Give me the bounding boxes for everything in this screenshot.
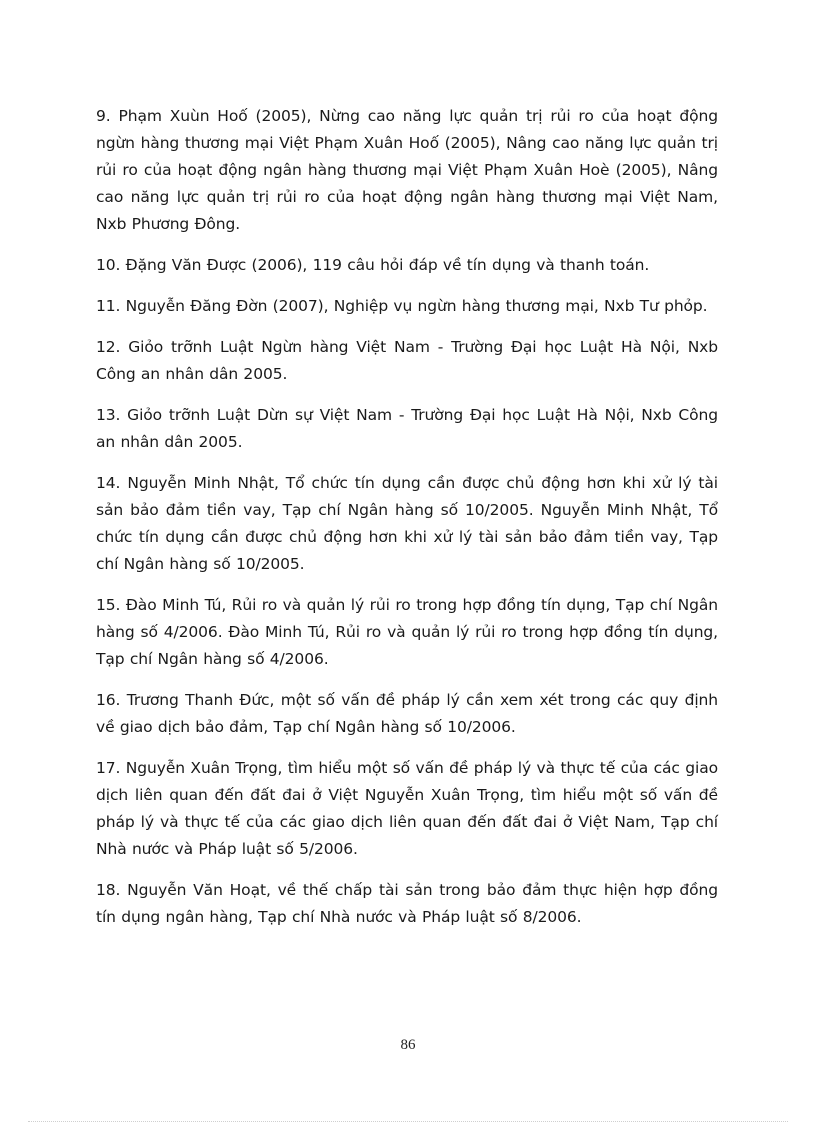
- reference-item-16: 16. Trương Thanh Đức, một số vấn đề pháp lý cần xem xét trong các quy định về giao dịch bảo đảm, Tạp chí Ngân hàng số 10/2006.: [96, 691, 718, 736]
- reference-item-10: 10. Đặng Văn Được (2006), 119 câu hỏi đáp về tín dụng và thanh toán.: [96, 256, 650, 274]
- reference-item-12: 12. Giỏo trỡnh Luật Ngừn hàng Việt Nam - Trường Đại học Luật Hà Nội, Nxb Công an nhân dân 2005.: [96, 338, 718, 383]
- reference-list: [96, 103, 718, 945]
- reference-item-15: 15. Đào Minh Tú, Rủi ro và quản lý rủi ro trong hợp đồng tín dụng, Tạp chí Ngân hàng số 4/2006. Đào Minh Tú, Rủi ro và quản lý rủi ro trong hợp đồng tín dụng, Tạp chí Ngân hàng số 4/2006.: [96, 596, 718, 668]
- reference-item-11: 11. Nguyễn Đăng Đờn (2007), Nghiệp vụ ngừn hàng thương mại, Nxb Tư phỏp.: [96, 297, 708, 315]
- reference-item-18: 18. Nguyễn Văn Hoạt, về thế chấp tài sản trong bảo đảm thực hiện hợp đồng tín dụng ngân hàng, Tạp chí Nhà nước và Pháp luật số 8/2006.: [96, 881, 718, 926]
- page-bottom-divider: [28, 1121, 788, 1122]
- reference-item-14: 14. Nguyễn Minh Nhật, Tổ chức tín dụng cần được chủ động hơn khi xử lý tài sản bảo đảm tiền vay, Tạp chí Ngân hàng số 10/2005. Nguyễn Minh Nhật, Tổ chức tín dụng cần được chủ động hơn khi xử lý tài sản bảo đảm tiền vay, Tạp chí Ngân hàng số 10/2005.: [96, 474, 718, 573]
- page-number: 86: [400, 1037, 416, 1053]
- reference-item-17: 17. Nguyễn Xuân Trọng, tìm hiểu một số vấn đề pháp lý và thực tế của các giao dịch liên quan đến đất đai ở Việt Nguyễn Xuân Trọng, tìm hiểu một số vấn đề pháp lý và thực tế của các giao dịch liên quan đến đất đai ở Việt Nam, Tạp chí Nhà nước và Pháp luật số 5/2006.: [96, 759, 718, 858]
- reference-item-13: 13. Giỏo trỡnh Luật Dừn sự Việt Nam - Trường Đại học Luật Hà Nội, Nxb Công an nhân dân 2005.: [96, 406, 718, 451]
- reference-item-9: 9. Phạm Xuùn Hoố (2005), Nừng cao năng lực quản trị rủi ro của hoạt động ngừn hàng thương mại Việt Phạm Xuân Hoố (2005), Nâng cao năng lực quản trị rủi ro của hoạt động ngân hàng thương mại Việt Phạm Xuân Hoè (2005), Nâng cao năng lực quản trị rủi ro của hoạt động ngân hàng thương mại Việt Nam, Nxb Phương Đông.: [96, 107, 718, 233]
